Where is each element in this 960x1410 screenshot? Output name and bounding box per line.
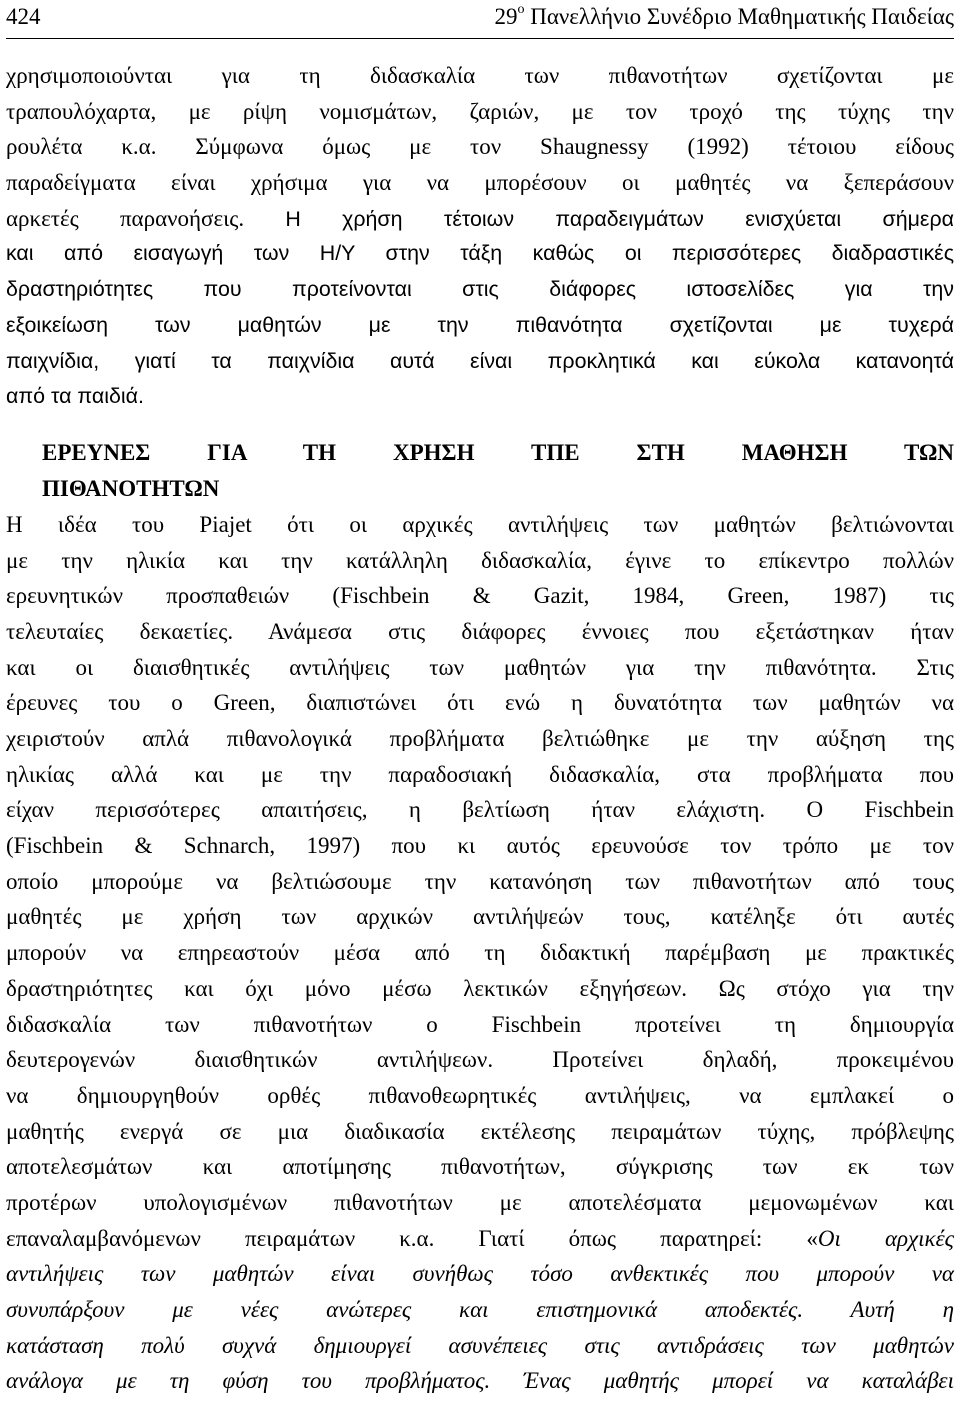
- conference-name: Πανελλήνιο Συνέδριο Μαθηματικής Παιδείας: [524, 4, 954, 29]
- ordinal-suffix: ο: [517, 2, 525, 17]
- heading-line: ΠΙΘΑΝΟΤΗΤΩΝ: [42, 475, 220, 501]
- text-line: να δημιουργηθούν ορθές πιθανοθεωρητικές αντιλήψεις, να εμπλακεί ο: [6, 1082, 954, 1108]
- text-line: μαθητές με χρήση των αρχικών αντιλήψεών τους, κατέληξε ότι αυτές: [6, 904, 954, 930]
- text-line: (Fischbein & Schnarch, 1997) που κι αυτός ερευνούσε τον τρόπο με τον: [6, 833, 954, 859]
- text-line: ρουλέτα κ.α. Σύμφωνα όμως με τον Shaugnessy (1992) τέτοιου είδους: [6, 134, 954, 160]
- text-line: οποίο μπορούμε να βελτιώσουμε την κατανόηση των πιθανοτήτων από τους: [6, 868, 954, 894]
- text-line: τελευταίες δεκαετίες. Ανάμεσα στις διάφορες έννοιες που εξετάστηκαν ήταν: [6, 618, 954, 644]
- section-heading: [42, 435, 954, 507]
- text-line: διδασκαλία των πιθανοτήτων ο Fischbein προτείνει τη δημιουργία: [6, 1011, 954, 1037]
- text-line: χρησιμοποιούνται για τη διδασκαλία των πιθανοτήτων σχετίζονται με: [6, 63, 954, 88]
- text-line: ερευνητικών προσπαθειών (Fischbein & Gazit, 1984, Green, 1987) τις: [6, 583, 954, 609]
- paragraph-1: [6, 58, 954, 415]
- text-line: [6, 1221, 954, 1257]
- running-head: [494, 4, 954, 30]
- text-line: δραστηριότητες που προτείνονται στις διάφορες ιστοσελίδες για την: [6, 277, 954, 302]
- quote-run: Οι αρχικές: [817, 1225, 954, 1251]
- page-body: [6, 58, 954, 1399]
- quote-line: κατάσταση πολύ συχνά δημιουργεί ασυνέπειες στις αντιδράσεις των μαθητών: [6, 1332, 954, 1358]
- text-line: δραστηριότητες και όχι μόνο μέσω λεκτικών εξηγήσεων. Ως στόχο για την: [6, 975, 954, 1001]
- conference-number: 29: [494, 4, 518, 29]
- text-line: από τα παιδιά.: [6, 384, 144, 409]
- text-line: Η ιδέα του Piajet ότι οι αρχικές αντιλήψεις των μαθητών βελτιώνονται: [6, 511, 954, 537]
- text-line: δευτερογενών διαισθητικών αντιλήψεων. Προτείνει δηλαδή, προκειμένου: [6, 1047, 954, 1073]
- quote-line: συνυπάρξουν με νέες ανώτερες και επιστημονικά αποδεκτές. Αυτή η: [6, 1297, 954, 1322]
- text-run: αρκετές παρανοήσεις.: [6, 205, 286, 231]
- text-run-sans: Η χρήση τέτοιων παραδειγμάτων ενισχύεται σήμερα: [285, 206, 954, 231]
- text-line: μαθητής ενεργά σε μια διαδικασία εκτέλεσης πειραμάτων τύχης, πρόβλεψης: [6, 1118, 954, 1144]
- text-line: [6, 201, 954, 237]
- text-line: παραδείγματα είναι χρήσιμα για να μπορέσουν οι μαθητές να ξεπεράσουν: [6, 170, 954, 196]
- paragraph-2: [6, 507, 954, 1399]
- text-line: με την ηλικία και την κατάλληλη διδασκαλία, έγινε το επίκεντρο πολλών: [6, 547, 954, 573]
- quote-line: αντιλήψεις των μαθητών είναι συνήθως τόσο ανθεκτικές που μπορούν να: [6, 1261, 954, 1287]
- quote-line: ανάλογα με τη φύση του προβλήματος. Ένας μαθητής μπορεί να καταλάβει: [6, 1368, 954, 1394]
- text-line: χειριστούν απλά πιθανολογικά προβλήματα βελτιώθηκε με την αύξηση της: [6, 726, 954, 751]
- text-line: προτέρων υπολογισμένων πιθανοτήτων με αποτελέσματα μεμονωμένων και: [6, 1189, 954, 1215]
- heading-line: ΕΡΕΥΝΕΣ ΓΙΑ ΤΗ ΧΡΗΣΗ ΤΠΕ ΣΤΗ ΜΑΘΗΣΗ ΤΩΝ: [42, 439, 954, 465]
- text-line: τραπουλόχαρτα, με ρίψη νομισμάτων, ζαριών, με τον τροχό της τύχης την: [6, 98, 954, 124]
- text-line: και από εισαγωγή των Η/Υ στην τάξη καθώς οι περισσότερες διαδραστικές: [6, 241, 954, 266]
- page-header: [6, 0, 954, 39]
- text-line: και οι διαισθητικές αντιλήψεις των μαθητών για την πιθανότητα. Στις: [6, 654, 954, 680]
- text-line: αποτελεσμάτων και αποτίμησης πιθανοτήτων, σύγκρισης των εκ των: [6, 1154, 954, 1180]
- text-run: επαναλαμβανόμενων πειραμάτων κ.α. Γιατί όπως παρατηρεί: «: [6, 1225, 818, 1251]
- text-line: παιχνίδια, γιατί τα παιχνίδια αυτά είναι προκλητικά και εύκολα κατανοητά: [6, 348, 954, 373]
- text-line: μπορούν να επηρεαστούν μέσα από τη διδακτική παρέμβαση με πρακτικές: [6, 940, 954, 966]
- text-line: εξοικείωση των μαθητών με την πιθανότητα σχετίζονται με τυχερά: [6, 312, 954, 337]
- text-line: έρευνες του ο Green, διαπιστώνει ότι ενώ η δυνατότητα των μαθητών να: [6, 690, 954, 716]
- text-line: είχαν περισσότερες απαιτήσεις, η βελτίωση ήταν ελάχιστη. Ο Fischbein: [6, 797, 954, 823]
- page-number: 424: [6, 4, 41, 29]
- text-line: ηλικίας αλλά και με την παραδοσιακή διδασκαλία, στα προβλήματα που: [6, 761, 954, 787]
